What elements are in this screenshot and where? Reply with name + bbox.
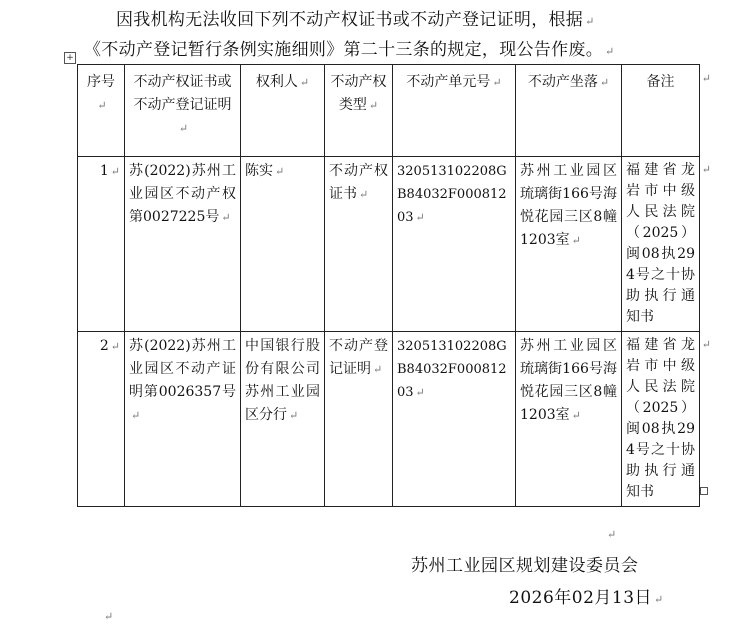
paragraph-mark: ↵ (585, 15, 595, 28)
header-type: 不动产权类型 ↵ (325, 65, 393, 157)
table-header-row (78, 65, 700, 157)
row-unit: 320513102208GB84032F00081203 ↵ (393, 157, 516, 332)
row-location: 苏州工业园区琉璃街166号海悦花园三区8幢1203室 ↵ (516, 332, 622, 507)
paragraph-mark: ↵ (104, 610, 114, 623)
table-row (78, 157, 700, 332)
row-holder: 中国银行股份有限公司苏州工业园区分行 ↵ (241, 332, 325, 507)
notice-line-1 (84, 6, 714, 36)
header-cert: 不动产权证书或不动产登记证明↵ (125, 65, 241, 157)
notice-line-1-text: 因我机构无法收回下列不动产权证书或不动产登记证明，根据 (116, 10, 584, 30)
table-resize-handle-icon[interactable] (700, 487, 708, 495)
certificate-table (77, 64, 711, 507)
row-cert: 苏(2022)苏州工业园区不动产权第0027225号 ↵ (125, 157, 241, 332)
paragraph-mark: ↵ (605, 45, 615, 58)
row-remark: 福建省龙岩市中级人民法院（2025）闽08执294号之十协助执行通知书 ↵ (622, 157, 700, 332)
row-cert: 苏(2022)苏州工业园区不动产证明第0026357号↵ (125, 332, 241, 507)
header-unit: 不动产单元号 ↵ (393, 65, 516, 157)
row-type: 不动产权证书 ↵ (325, 157, 393, 332)
row-unit: 320513102208GB84032F00081203 ↵ (393, 332, 516, 507)
issuing-organization: 苏州工业园区规划建设委员会 (411, 556, 639, 576)
header-remark: 备注 ↵ (622, 65, 700, 157)
notice-paragraph (84, 6, 714, 66)
row-seq: 2 ↵ (78, 332, 125, 507)
row-remark: 福建省龙岩市中级人民法院（2025）闽08执294号之十协助执行通知书 ↵ (622, 332, 700, 507)
row-type: 不动产登记证明 ↵ (325, 332, 393, 507)
row-location: 苏州工业园区琉璃街166号海悦花园三区8幢1203室 ↵ (516, 157, 622, 332)
notice-line-2 (84, 36, 714, 66)
row-holder: 陈实 ↵ (241, 157, 325, 332)
header-seq: 序号↵ (78, 65, 125, 157)
table-row (78, 332, 700, 507)
paragraph-mark: ↵ (607, 528, 617, 541)
row-seq: 1 ↵ (78, 157, 125, 332)
header-holder: 权利人 ↵ (241, 65, 325, 157)
issue-date: 2026年02月13日 ↵ (509, 588, 664, 608)
header-location: 不动产坐落 ↵ (516, 65, 622, 157)
table-move-handle-icon[interactable]: + (64, 52, 76, 64)
notice-line-2-text: 《不动产登记暂行条例实施细则》第二十三条的规定，现公告作废。 (84, 40, 603, 60)
